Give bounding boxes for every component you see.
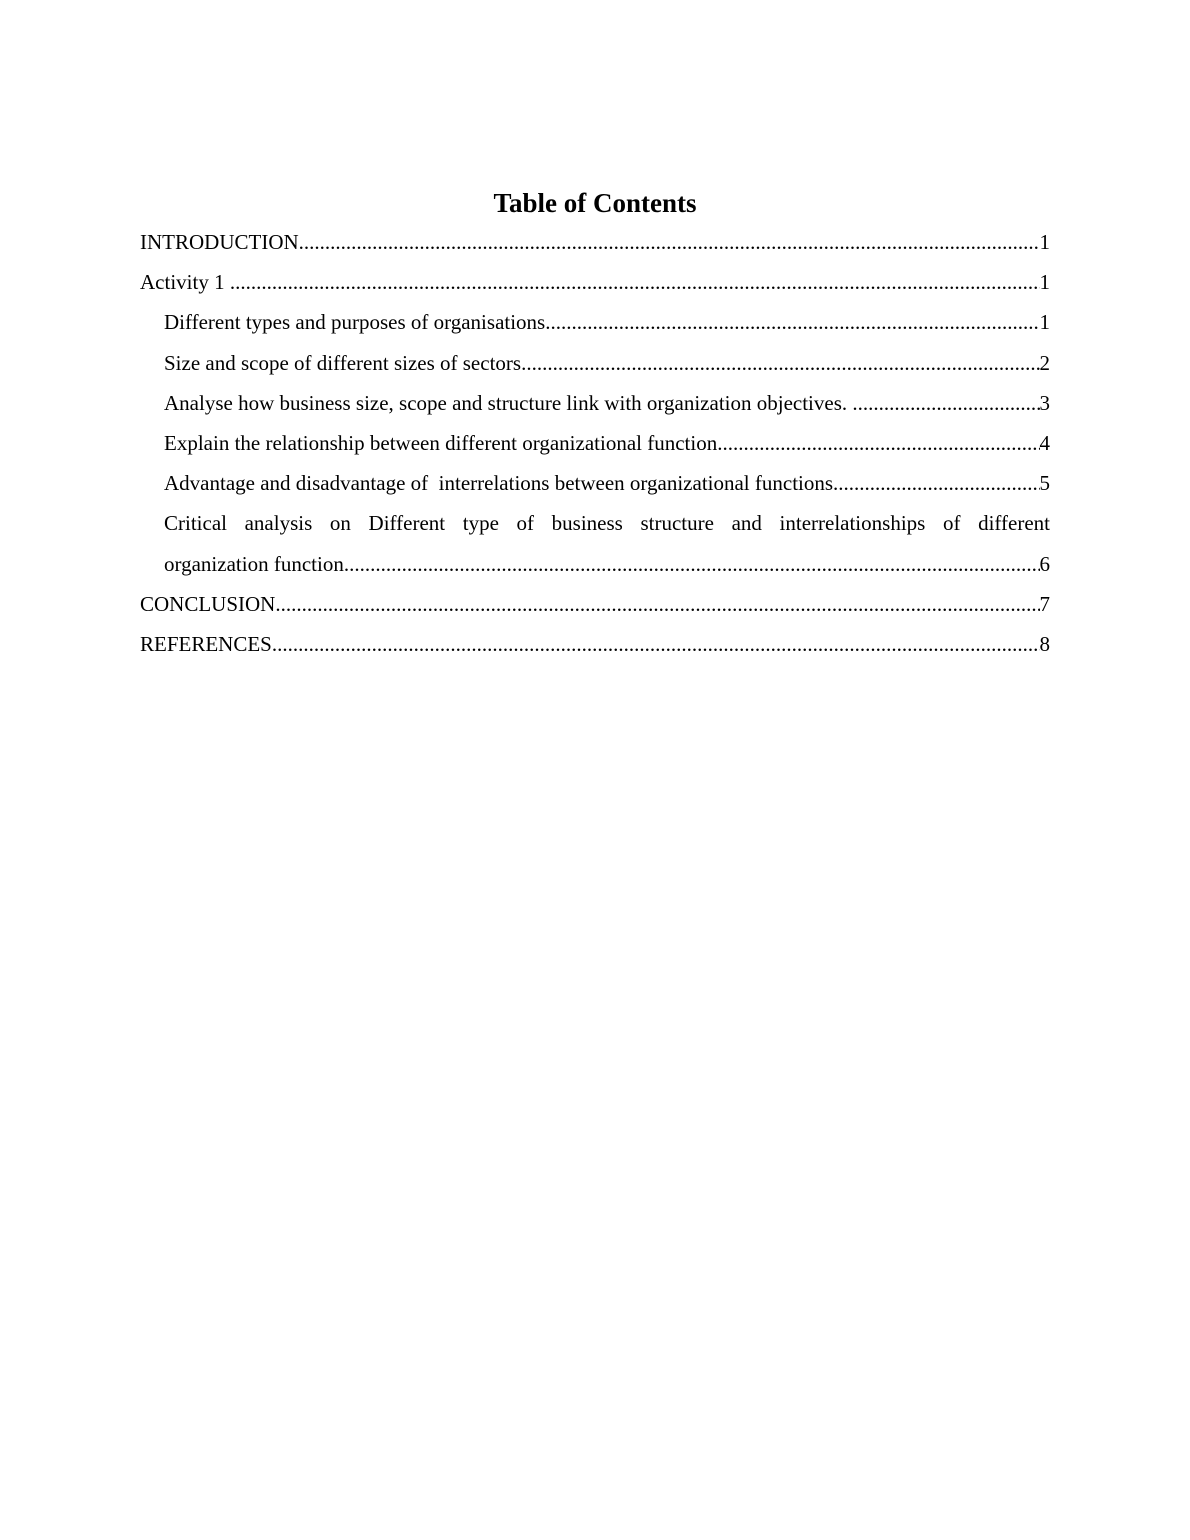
toc-entry-text-line-2: organization function [164, 551, 344, 576]
dot-leader [521, 343, 1039, 383]
dot-leader [344, 544, 1040, 584]
toc-entry-text: Explain the relationship between different organizational function [164, 430, 718, 455]
toc-entry-advantage-disadvantage[interactable] [140, 463, 1050, 503]
toc-page-number: 1 [1039, 270, 1050, 295]
toc-page-number: 5 [1039, 471, 1050, 496]
toc-page-number: 8 [1039, 631, 1050, 656]
toc-entry-line-2 [164, 544, 1050, 584]
toc-title: Table of Contents [493, 188, 697, 218]
toc-entry-text: Size and scope of different sizes of sectors [164, 350, 522, 375]
toc-entry-critical-analysis[interactable] [140, 503, 1050, 583]
toc-entry-explain-relationship[interactable] [140, 423, 1050, 463]
dot-leader [272, 624, 1040, 664]
toc-page-number: 2 [1039, 350, 1050, 375]
toc-entry-text: Analyse how business size, scope and structure link with organization objectives. [164, 390, 853, 415]
toc-list [140, 222, 1050, 664]
dot-leader [299, 222, 1040, 262]
toc-entry-text: Different types and purposes of organisations [164, 310, 546, 335]
toc-page-number: 4 [1039, 430, 1050, 455]
dot-leader [230, 262, 1040, 302]
toc-entry-introduction[interactable] [140, 222, 1050, 262]
toc-entry-size-scope[interactable] [140, 343, 1050, 383]
toc-entry-conclusion[interactable] [140, 584, 1050, 624]
dot-leader [833, 463, 1039, 503]
toc-page-number: 1 [1039, 310, 1050, 335]
toc-entry-text-line-1: Critical analysis on Different type of business structure and interrelationships of different [164, 511, 1050, 536]
toc-page-number: 7 [1039, 591, 1050, 616]
document-page [140, 184, 1050, 664]
toc-entry-text: CONCLUSION [140, 591, 276, 616]
toc-page-number: 3 [1039, 390, 1050, 415]
toc-entry-text: Activity 1 [140, 270, 230, 295]
toc-entry-activity-1[interactable] [140, 262, 1050, 302]
dot-leader [852, 383, 1039, 423]
toc-entry-analyse[interactable] [140, 383, 1050, 423]
toc-page-number: 1 [1039, 230, 1050, 254]
dot-leader [275, 584, 1039, 624]
toc-entry-text: INTRODUCTION [140, 230, 299, 254]
toc-entry-text: REFERENCES [140, 631, 272, 656]
toc-page-number: 6 [1039, 551, 1050, 576]
toc-entry-references[interactable] [140, 624, 1050, 664]
dot-leader [545, 302, 1039, 342]
toc-entry-text: Advantage and disadvantage of interrelations between organizational functions [164, 471, 834, 496]
dot-leader [717, 423, 1039, 463]
toc-entry-types-purposes[interactable] [140, 302, 1050, 342]
